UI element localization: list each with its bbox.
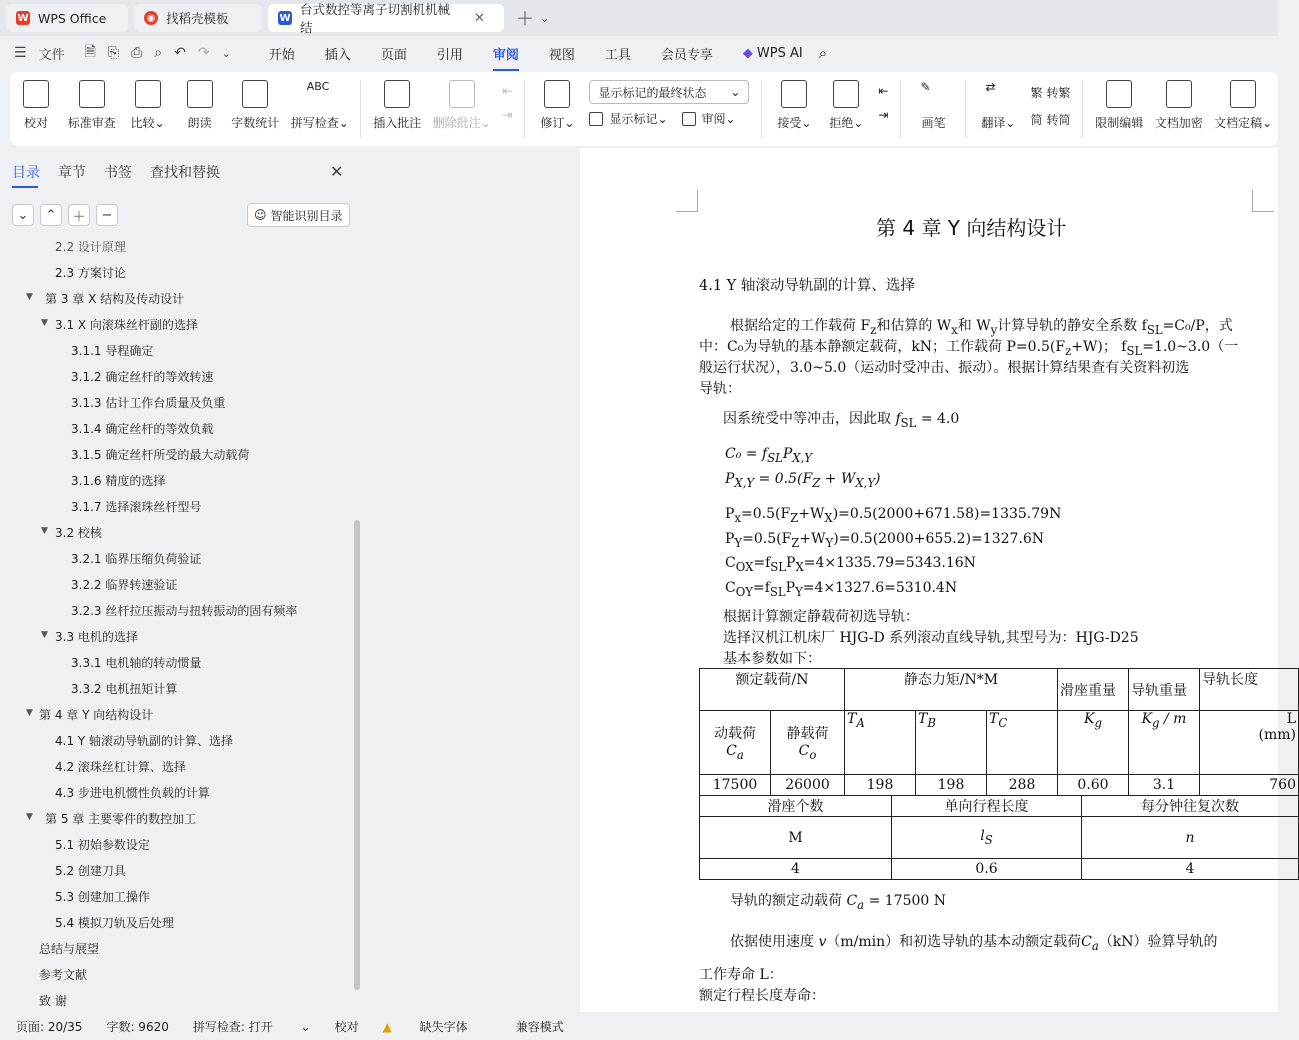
document-page[interactable] [580,148,1296,1012]
ai-icon: ◆ [742,45,753,61]
menu-member[interactable]: 会员专享 [660,47,713,63]
standard-review-button[interactable] [68,80,116,131]
tab-bar [0,0,1278,36]
translate-icon: ⇄ [985,80,996,94]
spell-check-status[interactable]: 拼写检查: 打开 ⌄ [192,1019,311,1034]
table-cell: $K_g$ [1058,711,1129,775]
toc-item[interactable]: 参考文献 [39,968,88,982]
divider [761,80,762,138]
calc-line: $P_x=0.5(F_Z+W_X)=0.5(2000+671.58)=1335.79N$ [725,506,1062,525]
show-marks-icon [589,112,603,126]
compare-button[interactable] [128,80,168,131]
table-cell: 4 [700,859,892,880]
table-header: 额定载荷/N [700,669,845,711]
toc-item[interactable]: 第 4 章 Y 向结构设计 [39,708,154,722]
divider [1082,80,1083,138]
tab-chapter[interactable]: 章节 [58,165,86,181]
tab-label: WPS Office [38,10,107,26]
translate-button[interactable] [978,80,1018,131]
insert-comment-icon [384,80,410,108]
toc-list [0,240,352,1012]
menu-start[interactable]: 开始 [268,47,295,63]
tab-find-replace[interactable]: 查找和替换 [150,165,220,181]
label: 删除批注⌄ [432,116,491,130]
toc-item[interactable]: 3.2.3 丝杆拉压振动与扭转振动的固有频率 [71,604,298,618]
proofread-button[interactable] [16,80,56,131]
label: 插入批注 [373,116,422,130]
tab-bookmark[interactable]: 书签 [104,165,132,181]
ribbon [10,72,1278,146]
to-traditional-button[interactable] [1030,84,1070,101]
prev-comment-icon[interactable]: ⇤ [502,84,513,98]
toc-item[interactable]: 4.3 步进电机惯性负载的计算 [55,786,210,800]
table-header: 每分钟往复次数 [1082,796,1299,817]
paragraph-line: 般运行状况），3.0~5.0（运动时受冲击、振动）。根据计算结果查有关资料初选 [699,360,1190,376]
word-count-button[interactable] [232,80,280,131]
tab-label: 台式数控等离子切割机机械结 [300,2,451,35]
calc-line: $P_Y=0.5(F_Z+W_Y)=0.5(2000+655.2)=1327.6N$ [725,531,1045,550]
table-cell: $T_C$ [987,711,1058,775]
proofread-icon [23,80,49,108]
paragraph-line: 依据使用速度 v（m/min）和初选导轨的基本动额定载荷$C_a(kN)$验算导轨的 [730,934,1218,953]
more-icon[interactable]: ⌄ [221,46,231,60]
toc-item[interactable]: 3.1.7 选择滚珠丝杆型号 [71,500,202,514]
show-marks-control: 显示标记 ⌄ 审阅 ⌄ [589,110,749,127]
toc-item[interactable]: 3.1 X 向滚珠丝杆副的选择 [55,318,198,332]
quick-access [14,41,243,65]
warning-icon: ▲ [382,1019,392,1034]
status-bar [0,1012,1278,1040]
next-comment-icon[interactable]: ⇥ [502,108,513,122]
display-state-select[interactable] [589,80,749,104]
paragraph-line: 导轨的额定动载荷 $C_a = 17500$ N [730,893,946,912]
print-icon[interactable]: ⎙ [131,45,143,61]
table-header: 滑座重量 [1058,669,1129,711]
table-cell: 17500 [700,775,771,796]
page-indicator[interactable]: 页面: 20/35 [16,1019,83,1034]
wps-ai-button[interactable] [743,46,803,61]
collapse-arrow-icon[interactable]: ▼ [41,318,48,328]
toc-item[interactable]: 3.3.2 电机扭矩计算 [71,682,178,696]
missing-font-status[interactable]: ▲ 缺失字体 [382,1019,468,1034]
prev-revision-icon[interactable]: ⇤ [878,84,889,98]
display-state-value: 显示标记的最终状态 [598,85,707,100]
table-cell: $T_A$ [845,711,916,775]
paragraph-line: 导轨： [699,381,741,397]
proofread-status[interactable]: 校对 [334,1019,359,1034]
table-cell: 760 [1200,775,1299,796]
menu-page[interactable]: 页面 [380,47,407,63]
table-header: 滑座个数 [700,796,892,817]
wps-logo-icon: W [17,12,29,24]
next-revision-icon[interactable]: ⇥ [878,108,889,122]
divider [900,80,901,138]
label: 转繁 [1046,86,1071,100]
menu-review[interactable]: 审阅 [493,44,519,63]
table-cell: $K_g$ / m [1129,711,1200,775]
label: 拒绝⌄ [829,116,864,130]
toc-item[interactable]: 2.2 设计原理 [55,240,126,254]
canvas-background [362,150,580,1012]
collapse-arrow-icon[interactable]: ▼ [41,630,48,640]
reject-icon [833,80,859,108]
chevron-down-icon: ⌄ [730,85,741,99]
revise-icon [544,80,570,108]
label: 比较⌄ [130,116,165,130]
calc-line: $C_{OY}=f_{SL}P_Y=4\times 1327.6=5310.4N$ [725,580,958,599]
tab-template[interactable] [134,4,262,32]
table-cell: 3.1 [1129,775,1200,796]
label: 校对 [23,116,48,130]
collapse-all-icon[interactable]: ⌄ [12,204,34,226]
toc-item[interactable]: 5.3 创建加工操作 [55,890,150,904]
formula-line: $P_{X,Y} = 0.5(F_Z + W_{X,Y})$ [725,471,881,490]
table-cell: 静载荷 $C_o$ [771,711,845,775]
menu-insert[interactable]: 插入 [324,47,351,63]
undo-icon[interactable]: ↶ [174,45,186,61]
section-title: 4.1 Y 轴滚动导轨副的计算、选择 [699,278,915,294]
label: 画笔 [921,116,946,130]
toc-item[interactable]: 3.1.5 确定丝杆所受的最大动载荷 [71,448,250,462]
file-menu[interactable]: 文件 [38,47,65,63]
paragraph-line: 额定行程长度寿命： [699,988,825,1004]
label: 字数统计 [231,116,280,130]
paragraph-line: 基本参数如下： [723,651,821,667]
toc-item[interactable]: 第 5 章 主要零件的数控加工 [45,812,197,826]
delete-comment-button[interactable] [433,80,490,131]
pen-button[interactable] [913,80,953,131]
toc-item[interactable]: 5.4 模拟刀轨及后处理 [55,916,174,930]
toc-item[interactable]: 3.3 电机的选择 [55,630,138,644]
paragraph-line: 选择汉机江机床厂 HJG-D 系列滚动直线导轨,其型号为：HJG-D25 [723,630,1139,646]
label: 修订⌄ [540,116,575,130]
standard-review-icon [79,80,105,108]
menu-bar [0,36,1278,70]
toc-item[interactable]: 2.3 方案讨论 [55,266,126,280]
word-count[interactable]: 字数: 9620 [106,1019,169,1034]
tab-document[interactable] [268,2,504,35]
save-icon[interactable]: 🗎 [84,44,96,60]
toc-item[interactable]: 总结与展望 [39,942,100,956]
accept-button[interactable] [774,80,814,131]
toc-item[interactable]: 3.1.1 导程确定 [71,344,154,358]
toc-item[interactable]: 3.2.2 临界转速验证 [71,578,178,592]
collapse-arrow-icon[interactable]: ▼ [26,292,33,302]
divider [360,80,361,138]
table-cell: 0.6 [892,859,1082,880]
close-icon[interactable]: ✕ [474,10,485,26]
margin-corner [1252,190,1274,212]
table-header: 静态力矩/N*M [845,669,1058,711]
table-header: 导轨长度 [1200,669,1299,711]
label: 朗读 [187,116,212,130]
table-cell: 198 [916,775,987,796]
paragraph-line: 工作寿命 L： [699,967,783,983]
toc-item[interactable]: 3.1.2 确定丝杆的等效转速 [71,370,214,384]
show-marks-button[interactable]: 显示标记 [609,112,658,126]
remove-heading-icon[interactable]: − [96,204,118,226]
label: 标准审查 [67,116,116,130]
params-table [699,668,1299,796]
table-cell: $l_S$ [892,817,1082,859]
table-cell: L (mm) [1200,711,1299,775]
toc-item[interactable]: 3.2.1 临界压缩负荷验证 [71,552,202,566]
tab-label: 找稻壳模板 [166,11,229,26]
label: 文档加密 [1154,116,1203,130]
word-count-icon [242,80,268,108]
insert-comment-button[interactable] [373,80,421,131]
table-cell: $T_B$ [916,711,987,775]
motion-table [699,795,1299,880]
revision-nav [878,84,888,132]
finalize-doc-icon [1230,80,1256,108]
label: 智能识别目录 [270,208,343,223]
collapse-arrow-icon[interactable]: ▼ [26,812,33,822]
accept-icon [781,80,807,108]
comment-nav [502,84,512,132]
traditional-icon: 繁 [1030,86,1043,100]
paragraph-line: 根据给定的工作载荷 $F_z$和估算的 $W_x$和 $W_y$计算导轨的静安全系数 $f_{SL}=C_0/P$，式 [730,318,1233,337]
menu-reference[interactable]: 引用 [436,47,463,63]
toc-item[interactable]: 3.1.3 估计工作台质量及负重 [71,396,226,410]
menu-view[interactable]: 视图 [548,47,575,63]
table-cell: n [1082,817,1299,859]
reject-button[interactable] [826,80,866,131]
table-cell: 26000 [771,775,845,796]
delete-comment-icon [449,80,475,108]
table-header: 导轨重量 [1129,669,1200,711]
pen-icon: ✎ [920,80,931,94]
paragraph-line: 根据计算额定静载荷初选导轨： [723,609,919,625]
review-pane-icon [682,112,696,126]
navigation-pane [0,150,362,1012]
print-preview-icon[interactable]: ⌕ [154,45,163,61]
restrict-edit-button[interactable] [1095,80,1143,131]
label: 接受⌄ [777,116,812,130]
doc-encrypt-button[interactable] [1155,80,1203,131]
paragraph-line: 中：C₀为导轨的基本静额定载荷，kN；工作载荷 $P=0.5(F_z+W)$； $f_{SL}=1.0\sim 3.0$（一 [699,339,1239,358]
nav-tabs [12,162,238,188]
margin-corner [676,190,698,212]
formula-line: $C_0 = f_{SL}P_{X,Y}$ [725,446,812,465]
divider [965,80,966,138]
ai-toc-button[interactable] [247,203,350,227]
toc-item[interactable]: 3.3.1 电机轴的转动惯量 [71,656,202,670]
table-cell: 198 [845,775,916,796]
compat-mode-status: 兼容模式 [515,1019,564,1034]
add-heading-icon[interactable]: ＋ [68,204,90,226]
document-content [580,148,1296,1012]
calc-line: $C_{OX}=f_{SL}P_X=4\times 1335.79=5343.16N$ [725,555,976,574]
revise-button[interactable] [537,80,577,131]
to-simplified-button[interactable] [1030,111,1070,128]
markup-group [589,80,749,137]
wps-ai-label: WPS AI [756,45,803,61]
divider [524,80,525,138]
menu-tools[interactable]: 工具 [604,47,631,63]
docer-icon: ◉ [144,11,158,25]
compare-icon [135,80,161,108]
search-icon[interactable]: ⌕ [818,44,828,62]
doc-finalize-button[interactable] [1214,80,1271,131]
spell-check-button[interactable] [291,80,348,131]
toc-item[interactable]: 致 谢 [39,994,67,1008]
toc-item[interactable]: 3.1.4 确定丝杆的等效负载 [71,422,214,436]
collapse-arrow-icon[interactable]: ▼ [26,708,33,718]
chapter-title: 第 4 章 Y 向结构设计 [876,216,1067,240]
new-tab-icon[interactable]: ＋ [516,9,534,30]
label: 限制编辑 [1095,116,1144,130]
chevron-down-icon[interactable]: ⌄ [540,11,550,25]
toc-item[interactable]: 4.1 Y 轴滚动导轨副的计算、选择 [55,734,234,748]
toc-scrollbar[interactable] [354,520,360,990]
word-doc-icon: W [279,12,291,24]
tab-wps-office[interactable] [6,4,128,32]
expand-up-icon[interactable]: ⌃ [40,204,62,226]
hamburger-icon[interactable]: ☰ [14,45,27,61]
redo-icon[interactable]: ↷ [197,45,210,61]
close-icon[interactable]: ✕ [330,162,344,181]
simplified-icon: 简 [1030,113,1043,127]
export-icon[interactable]: ⎘ [107,45,120,61]
toc-item[interactable]: 4.2 滚珠丝杠计算、选择 [55,760,186,774]
ai-toc-icon: ☺ [254,208,267,222]
review-pane-button[interactable]: 审阅 [701,112,726,126]
collapse-arrow-icon[interactable]: ▼ [41,526,48,536]
read-aloud-icon [187,80,213,108]
toc-item[interactable]: 3.2 校核 [55,526,102,540]
toc-item[interactable]: 5.1 初始参数设定 [55,838,150,852]
paragraph-line: 因系统受中等冲击，因此取 $f_{SL} = 4.0$ [723,411,960,430]
tab-toc[interactable]: 目录 [12,162,40,188]
label: 转简 [1046,113,1071,127]
read-aloud-button[interactable] [180,80,220,131]
toc-item[interactable]: 第 3 章 X 结构及传动设计 [45,292,185,306]
table-cell: 0.60 [1058,775,1129,796]
toc-tools [12,204,124,226]
convert-group [1030,84,1070,138]
table-cell: 4 [1082,859,1299,880]
label: 文档定稿⌄ [1214,116,1273,130]
table-cell: M [700,817,892,859]
label: 拼写检查⌄ [290,116,349,130]
restrict-edit-icon [1106,80,1132,108]
toc-item[interactable]: 5.2 创建刀具 [55,864,126,878]
abc-check-icon: ABC [306,80,330,93]
label: 翻译⌄ [981,116,1016,130]
table-cell: 288 [987,775,1058,796]
table-header: 单向行程长度 [892,796,1082,817]
table-cell: 动载荷 $C_a$ [700,711,771,775]
lock-doc-icon [1166,80,1192,108]
toc-item[interactable]: 3.1.6 精度的选择 [71,474,166,488]
